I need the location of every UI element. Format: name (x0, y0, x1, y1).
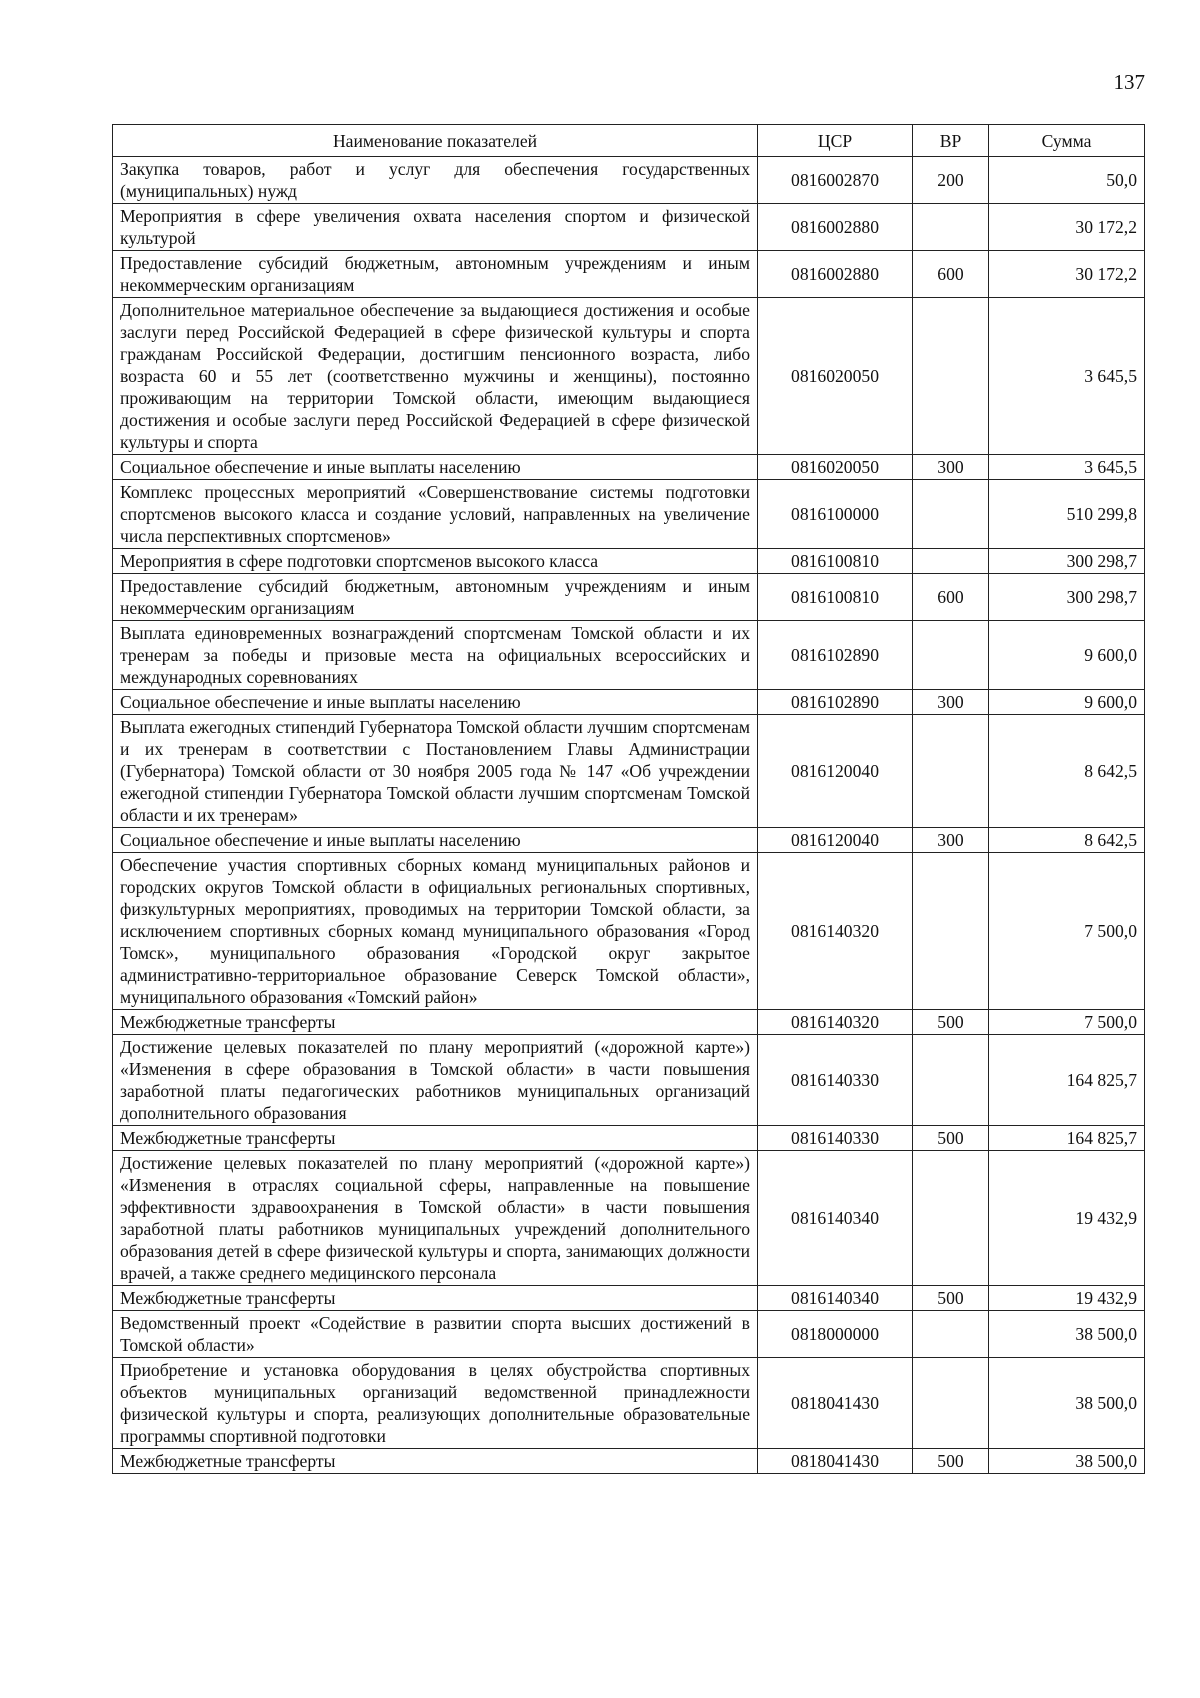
row-sum: 38 500,0 (989, 1358, 1145, 1449)
row-vr (913, 480, 989, 549)
row-csr: 0816120040 (758, 715, 913, 828)
row-vr: 600 (913, 251, 989, 298)
row-csr: 0816100810 (758, 549, 913, 574)
row-name: Предоставление субсидий бюджетным, автономным учреждениям и иным некоммерческим организациям (113, 574, 758, 621)
row-sum: 38 500,0 (989, 1449, 1145, 1474)
row-name: Социальное обеспечение и иные выплаты населению (113, 828, 758, 853)
row-sum: 30 172,2 (989, 204, 1145, 251)
table-row (113, 715, 1145, 828)
row-csr: 0816102890 (758, 690, 913, 715)
row-name: Комплекс процессных мероприятий «Совершенствование системы подготовки спортсменов высокого класса и создание условий, направленных на увеличение числа перспективных спортсменов» (113, 480, 758, 549)
table-row (113, 157, 1145, 204)
row-vr (913, 715, 989, 828)
row-csr: 0816120040 (758, 828, 913, 853)
row-vr: 300 (913, 690, 989, 715)
row-name: Предоставление субсидий бюджетным, автономным учреждениям и иным некоммерческим организациям (113, 251, 758, 298)
row-csr: 0816140340 (758, 1151, 913, 1286)
row-name: Закупка товаров, работ и услуг для обеспечения государственных (муниципальных) нужд (113, 157, 758, 204)
row-csr: 0816002880 (758, 251, 913, 298)
table-row (113, 455, 1145, 480)
row-sum: 3 645,5 (989, 298, 1145, 455)
row-name: Социальное обеспечение и иные выплаты населению (113, 690, 758, 715)
row-name: Мероприятия в сфере увеличения охвата населения спортом и физической культурой (113, 204, 758, 251)
row-csr: 0816140330 (758, 1126, 913, 1151)
row-vr (913, 549, 989, 574)
header-sum: Сумма (989, 125, 1145, 157)
row-vr (913, 1311, 989, 1358)
table-row (113, 1286, 1145, 1311)
row-csr: 0818041430 (758, 1358, 913, 1449)
table-row (113, 1010, 1145, 1035)
row-csr: 0816020050 (758, 455, 913, 480)
row-name: Мероприятия в сфере подготовки спортсменов высокого класса (113, 549, 758, 574)
table-row (113, 1358, 1145, 1449)
row-name: Межбюджетные трансферты (113, 1449, 758, 1474)
row-vr: 600 (913, 574, 989, 621)
table-row (113, 621, 1145, 690)
row-csr: 0816140330 (758, 1035, 913, 1126)
table-row (113, 828, 1145, 853)
row-sum: 300 298,7 (989, 549, 1145, 574)
row-sum: 300 298,7 (989, 574, 1145, 621)
row-name: Дополнительное материальное обеспечение за выдающиеся достижения и особые заслуги перед Российской Федерацией в сфере физической культуры и спорта гражданам Российской Федерации, достигшим пенсионного возраста, либо возраста 60 и 55 лет (соответственно мужчины и женщины), постоянно проживающим на территории Томской области, имеющим выдающиеся достижения и особые заслуги перед Российской Федерацией в сфере физической культуры и спорта (113, 298, 758, 455)
table-row (113, 549, 1145, 574)
page-number: 137 (1113, 70, 1145, 94)
row-csr: 0816002870 (758, 157, 913, 204)
row-csr: 0818041430 (758, 1449, 913, 1474)
row-vr (913, 1151, 989, 1286)
row-sum: 19 432,9 (989, 1286, 1145, 1311)
table-row (113, 1151, 1145, 1286)
header-name: Наименование показателей (113, 125, 758, 157)
row-vr: 300 (913, 455, 989, 480)
row-csr: 0816140340 (758, 1286, 913, 1311)
row-name: Достижение целевых показателей по плану мероприятий («дорожной карте») «Изменения в отраслях социальной сферы, направленные на повышение эффективности здравоохранения в Томской области» в части повышения заработной платы работников муниципальных учреждений дополнительного образования детей в сфере физической культуры и спорта, занимающих должности врачей, а также среднего медицинского персонала (113, 1151, 758, 1286)
row-vr (913, 1035, 989, 1126)
row-csr: 0816020050 (758, 298, 913, 455)
row-sum: 7 500,0 (989, 1010, 1145, 1035)
row-name: Обеспечение участия спортивных сборных команд муниципальных районов и городских округов Томской области в официальных региональных спортивных, физкультурных мероприятиях, проводимых на территории Томской области, за исключением спортивных сборных команд муниципального образования «Город Томск», муниципального образования «Городской округ закрытое административно-территориальное образование Северск Томской области», муниципального образования «Томский район» (113, 853, 758, 1010)
row-sum: 510 299,8 (989, 480, 1145, 549)
row-sum: 38 500,0 (989, 1311, 1145, 1358)
row-sum: 9 600,0 (989, 621, 1145, 690)
table-row (113, 480, 1145, 549)
table-header-row (113, 125, 1145, 157)
row-name: Социальное обеспечение и иные выплаты населению (113, 455, 758, 480)
row-csr: 0816102890 (758, 621, 913, 690)
table-row (113, 574, 1145, 621)
row-vr: 500 (913, 1286, 989, 1311)
table-row (113, 251, 1145, 298)
row-name: Выплата ежегодных стипендий Губернатора Томской области лучшим спортсменам и их тренерам в соответствии с Постановлением Главы Администрации (Губернатора) Томской области от 30 ноября 2005 года № 147 «Об учреждении ежегодной стипендии Губернатора Томской области лучшим спортсменам Томской области и их тренерам» (113, 715, 758, 828)
header-csr: ЦСР (758, 125, 913, 157)
budget-table (112, 124, 1145, 1474)
row-vr: 500 (913, 1126, 989, 1151)
row-vr (913, 298, 989, 455)
row-name: Межбюджетные трансферты (113, 1126, 758, 1151)
row-sum: 50,0 (989, 157, 1145, 204)
table-row (113, 1035, 1145, 1126)
table-row (113, 853, 1145, 1010)
table-row (113, 1311, 1145, 1358)
row-name: Приобретение и установка оборудования в целях обустройства спортивных объектов муниципальных организаций ведомственной принадлежности физической культуры и спорта, реализующих дополнительные образовательные программы спортивной подготовки (113, 1358, 758, 1449)
row-csr: 0816100810 (758, 574, 913, 621)
row-csr: 0816140320 (758, 1010, 913, 1035)
row-name: Межбюджетные трансферты (113, 1010, 758, 1035)
row-vr: 500 (913, 1449, 989, 1474)
row-vr (913, 621, 989, 690)
row-sum: 164 825,7 (989, 1126, 1145, 1151)
table-row (113, 690, 1145, 715)
row-name: Межбюджетные трансферты (113, 1286, 758, 1311)
row-vr: 200 (913, 157, 989, 204)
row-sum: 164 825,7 (989, 1035, 1145, 1126)
row-sum: 8 642,5 (989, 828, 1145, 853)
row-name: Выплата единовременных вознаграждений спортсменам Томской области и их тренерам за победы и призовые места на официальных всероссийских и международных соревнованиях (113, 621, 758, 690)
row-vr: 300 (913, 828, 989, 853)
row-sum: 30 172,2 (989, 251, 1145, 298)
row-sum: 3 645,5 (989, 455, 1145, 480)
row-name: Ведомственный проект «Содействие в развитии спорта высших достижений в Томской области» (113, 1311, 758, 1358)
row-sum: 19 432,9 (989, 1151, 1145, 1286)
row-vr: 500 (913, 1010, 989, 1035)
row-sum: 7 500,0 (989, 853, 1145, 1010)
table-body (113, 157, 1145, 1474)
table-row (113, 1449, 1145, 1474)
table-row (113, 204, 1145, 251)
row-vr (913, 853, 989, 1010)
row-csr: 0816100000 (758, 480, 913, 549)
table-row (113, 1126, 1145, 1151)
header-vr: ВР (913, 125, 989, 157)
row-csr: 0816002880 (758, 204, 913, 251)
row-sum: 8 642,5 (989, 715, 1145, 828)
row-csr: 0818000000 (758, 1311, 913, 1358)
row-sum: 9 600,0 (989, 690, 1145, 715)
row-vr (913, 1358, 989, 1449)
table-row (113, 298, 1145, 455)
row-name: Достижение целевых показателей по плану мероприятий («дорожной карте») «Изменения в сфере образования в Томской области» в части повышения заработной платы педагогических работников муниципальных организаций дополнительного образования (113, 1035, 758, 1126)
row-csr: 0816140320 (758, 853, 913, 1010)
row-vr (913, 204, 989, 251)
